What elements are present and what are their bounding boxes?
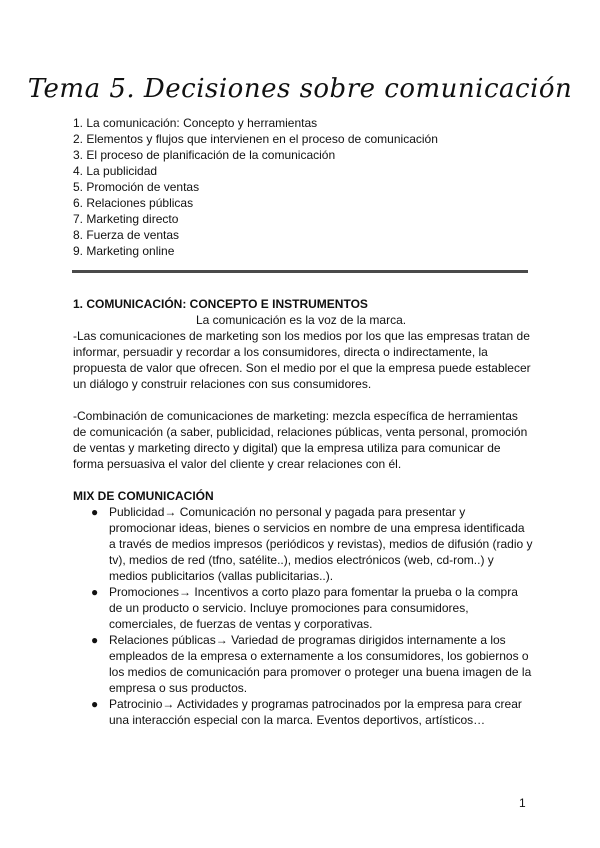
- section-heading: 1. COMUNICACIÓN: CONCEPTO E INSTRUMENTOS: [73, 297, 368, 311]
- table-of-contents: [73, 115, 438, 259]
- toc-item: 1. La comunicación: Concepto y herramientas: [73, 116, 318, 130]
- page-number: 1: [519, 796, 526, 810]
- section-quote: La comunicación es la voz de la marca.: [196, 313, 407, 327]
- toc-item: 7. Marketing directo: [73, 212, 179, 226]
- horizontal-divider: [72, 270, 528, 273]
- mix-heading: MIX DE COMUNICACIÓN: [73, 489, 214, 503]
- list-item-text: Patrocinio→ Actividades y programas patrocinados por la empresa para crear una interacción especial con la marca. Eventos deportivos, artísticos…: [109, 697, 522, 727]
- list-item: [73, 584, 533, 632]
- toc-item: 6. Relaciones públicas: [73, 196, 194, 210]
- toc-item: 8. Fuerza de ventas: [73, 228, 180, 242]
- toc-item: 2. Elementos y flujos que intervienen en el proceso de comunicación: [73, 132, 438, 146]
- section-content: [73, 296, 533, 728]
- paragraph-definition: -Las comunicaciones de marketing son los medios por los que las empresas tratan de informar, persuadir y recordar a los consumidores, directa o indirectamente, la propuesta de valor que ofrecen. Son el medio por el que la empresa puede establecer un diálogo y construir relaciones con sus consumidores.: [73, 329, 531, 391]
- list-item-text: Promociones→ Incentivos a corto plazo para fomentar la prueba o la compra de un producto o servicio. Incluye promociones para consumidores, comerciales, de fuerzas de ventas y corporativas.: [109, 585, 518, 631]
- bullet-icon: ●: [91, 505, 99, 519]
- toc-item: 9. Marketing online: [73, 244, 175, 258]
- toc-item: 3. El proceso de planificación de la comunicación: [73, 148, 336, 162]
- toc-item: 4. La publicidad: [73, 164, 158, 178]
- document-title: Tema 5. Decisiones sobre comunicación: [27, 74, 573, 104]
- mix-list: [73, 504, 533, 728]
- list-item-text: Publicidad→ Comunicación no personal y pagada para presentar y promocionar ideas, bienes o servicios en nombre de una empresa identificada a través de medios impresos (periódicos y revistas), medios de difusión (radio y tv), medios de red (tfno, satélite..), medios electrónicos (web, cd-rom..) y medios publicitarios (vallas publicitarias..).: [109, 505, 533, 583]
- toc-item: 5. Promoción de ventas: [73, 180, 200, 194]
- bullet-icon: ●: [91, 633, 99, 647]
- paragraph-combination: -Combinación de comunicaciones de marketing: mezcla específica de herramientas de comunicación (a saber, publicidad, relaciones públicas, venta personal, promoción de ventas y marketing directo y digital) que la empresa utiliza para comunicar de forma persuasiva el valor del cliente y crear relaciones con él.: [73, 409, 528, 471]
- list-item: [73, 504, 533, 584]
- list-item: [73, 696, 533, 728]
- bullet-icon: ●: [91, 585, 99, 599]
- list-item-text: Relaciones públicas→ Variedad de programas dirigidos internamente a los empleados de la empresa o externamente a los consumidores, los gobiernos o los medios de comunicación para promover o proteger una buena imagen de la empresa o sus productos.: [109, 633, 532, 695]
- list-item: [73, 632, 533, 696]
- bullet-icon: ●: [91, 697, 99, 711]
